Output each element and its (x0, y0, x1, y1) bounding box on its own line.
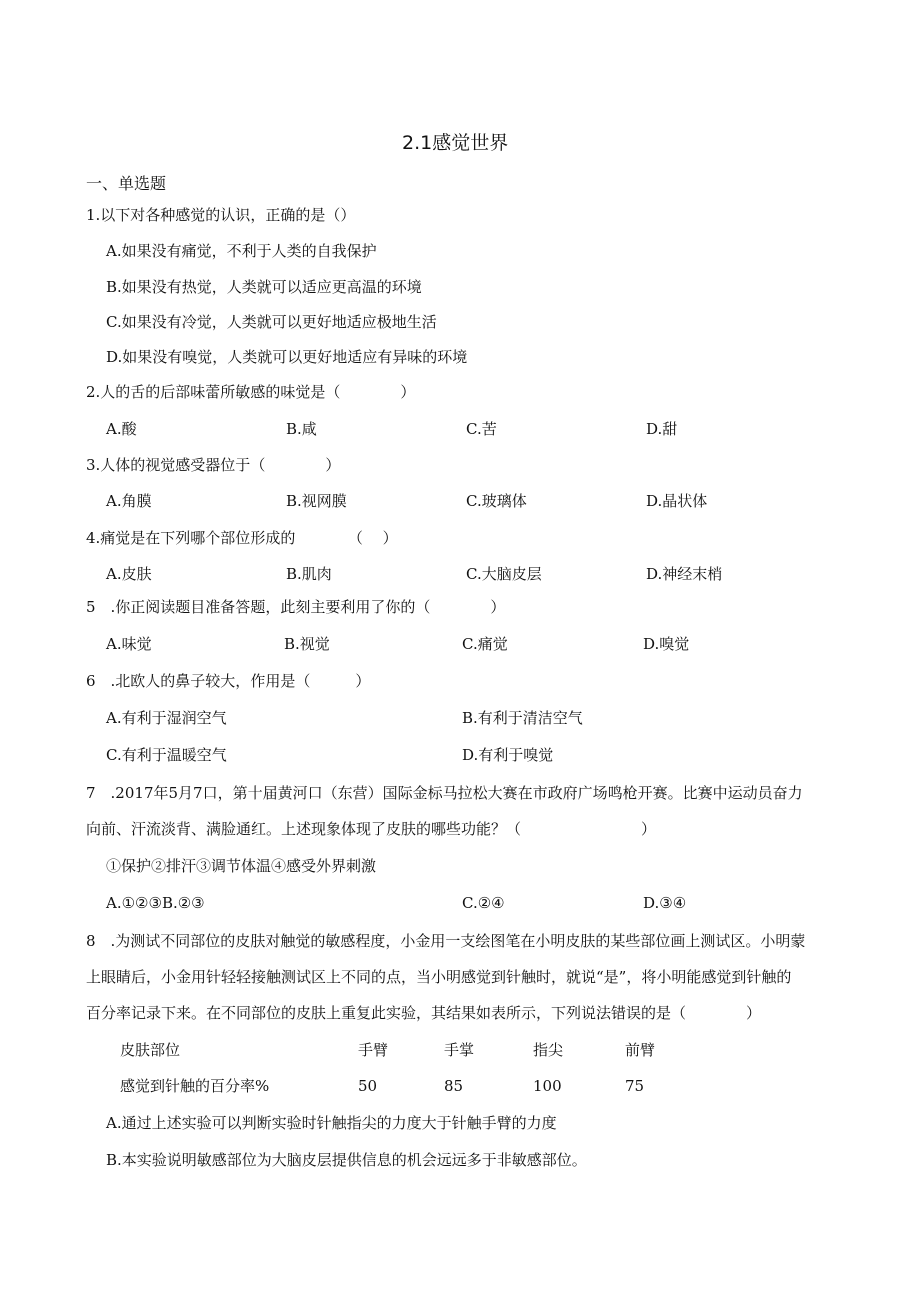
question-2-option-d: D.甜 (646, 420, 678, 438)
question-5-stem: 5 .你正阅读题目准备答题，此刻主要利用了你的（ ） (86, 598, 506, 616)
question-1-option-c: C.如果没有冷觉，人类就可以更好地适应极地生活 (106, 313, 437, 331)
question-3-stem: 3.人体的视觉感受器位于（ ） (86, 456, 341, 474)
table-header-fingertip: 指尖 (533, 1041, 564, 1059)
question-7-option-ab: A.①②③B.②③ (106, 894, 205, 912)
question-5-option-d: D.嗅觉 (643, 635, 690, 653)
question-3-option-b: B.视网膜 (286, 492, 347, 510)
question-3-option-d: D.晶状体 (646, 492, 708, 510)
question-6-option-c: C.有利于温暖空气 (106, 746, 227, 764)
question-1-option-a: A.如果没有痛觉，不利于人类的自我保护 (106, 242, 377, 260)
question-2-option-b: B.咸 (286, 420, 317, 438)
question-6-option-a: A.有利于湿润空气 (106, 709, 227, 727)
question-6-stem: 6 .北欧人的鼻子较大，作用是（ ） (86, 672, 371, 690)
question-6-option-d: D.有利于嗅觉 (462, 746, 554, 764)
question-7-stem-line-1: 7 .2017年5月7口，第十届黄河口（东营）国际金标马拉松大赛在市政府广场鸣枪开赛。比赛中运动员奋力 (86, 784, 803, 802)
question-4-option-c: C.大脑皮层 (466, 565, 542, 583)
question-7-stem-line-2: 向前、汗流淡背、满脸通红。上述现象体现了皮肤的哪些功能？（ ） (86, 820, 657, 838)
question-1-stem: 1.以下对各种感觉的认识，正确的是（） (86, 206, 356, 224)
question-4-option-b: B.肌肉 (286, 565, 332, 583)
question-8-stem-line-3: 百分率记录下来。在不同部位的皮肤上重复此实验，其结果如表所示，下列说法错误的是（ ） (86, 1004, 762, 1022)
question-7-option-d: D.③④ (643, 894, 687, 912)
question-6-option-b: B.有利于清洁空气 (462, 709, 583, 727)
question-2-stem: 2.人的舌的后部味蕾所敏感的味觉是（ ） (86, 383, 416, 401)
question-5-option-a: A.味觉 (106, 635, 152, 653)
question-3-option-a: A.角膜 (106, 492, 152, 510)
question-5-option-b: B.视觉 (284, 635, 330, 653)
table-header-arm: 手臂 (358, 1041, 389, 1059)
table-value-fingertip: 100 (533, 1077, 562, 1095)
table-header-palm: 手掌 (444, 1041, 475, 1059)
table-header-skin-part: 皮肤部位 (120, 1041, 181, 1059)
question-7-items: ①保护②排汗③调节体温④感受外界刺激 (106, 857, 377, 875)
page-title: 2.1感觉世界 (402, 132, 509, 154)
table-header-forearm: 前臂 (625, 1041, 656, 1059)
question-2-option-a: A.酸 (106, 420, 137, 438)
question-4-option-a: A.皮肤 (106, 565, 152, 583)
question-8-stem-line-1: 8 .为测试不同部位的皮肤对触觉的敏感程度，小金用一支绘图笔在小明皮肤的某些部位画上测试区。小明蒙 (86, 932, 806, 950)
question-2-option-c: C.苦 (466, 420, 497, 438)
table-value-forearm: 75 (625, 1077, 645, 1095)
question-8-option-b: B.本实验说明敏感部位为大脑皮层提供信息的机会远远多于非敏感部位。 (106, 1151, 587, 1169)
question-1-option-d: D.如果没有嗅觉，人类就可以更好地适应有异味的环境 (106, 348, 468, 366)
question-7-option-c: C.②④ (462, 894, 505, 912)
question-3-option-c: C.玻璃体 (466, 492, 527, 510)
question-4-stem: 4.痛觉是在下列哪个部位形成的 （ ） (86, 529, 398, 547)
question-8-stem-line-2: 上眼睛后，小金用针轻轻接触测试区上不同的点，当小明感觉到针触时，就说“是”，将小明能感觉到针触的 (86, 968, 792, 986)
table-value-arm: 50 (358, 1077, 378, 1095)
table-value-palm: 85 (444, 1077, 464, 1095)
section-heading: 一、单选题 (86, 174, 167, 193)
table-row-label: 感觉到针触的百分率% (120, 1077, 270, 1095)
question-1-option-b: B.如果没有热觉，人类就可以适应更高温的环境 (106, 278, 422, 296)
question-4-option-d: D.神经末梢 (646, 565, 723, 583)
question-5-option-c: C.痛觉 (462, 635, 508, 653)
question-8-option-a: A.通过上述实验可以判断实验时针触指尖的力度大于针触手臂的力度 (106, 1114, 557, 1132)
